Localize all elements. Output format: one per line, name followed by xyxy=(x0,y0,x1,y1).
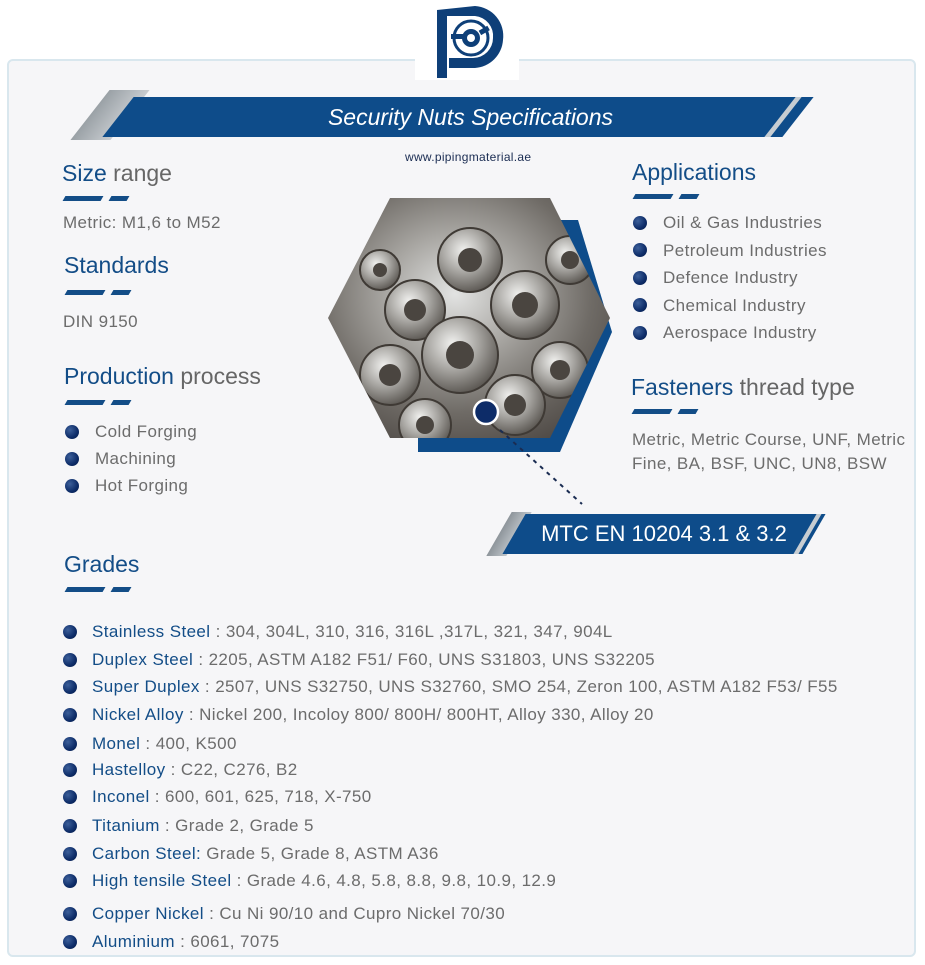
logo-icon xyxy=(415,0,519,80)
bullet-dot-icon xyxy=(633,271,647,285)
grade-item: High tensile Steel : Grade 4.6, 4.8, 5.8, 8.8, 9.8, 10.9, 12.9 xyxy=(63,869,556,893)
bullet-dot-icon xyxy=(65,479,79,493)
list-item: Aerospace Industry xyxy=(633,319,827,347)
bullet-dot-icon xyxy=(633,298,647,312)
list-item: Hot Forging xyxy=(65,472,197,499)
grade-item: Copper Nickel : Cu Ni 90/10 and Cupro Nickel 70/30 xyxy=(63,902,505,926)
standards-heading: Standards xyxy=(64,252,169,278)
list-item: Oil & Gas Industries xyxy=(633,209,827,237)
list-item: Machining xyxy=(65,445,197,472)
grade-item: Monel : 400, K500 xyxy=(63,732,237,756)
bullet-dot-icon xyxy=(633,216,647,230)
website-link[interactable]: www.pipingmaterial.ae xyxy=(405,150,532,164)
bullet-dot-icon xyxy=(63,847,77,861)
production-heading: Production process xyxy=(64,363,261,389)
bullet-dot-icon xyxy=(63,680,77,694)
bullet-dot-icon xyxy=(633,326,647,340)
bullet-dot-icon xyxy=(63,874,77,888)
grade-item: Aluminium : 6061, 7075 xyxy=(63,930,279,954)
connector-line xyxy=(480,410,590,510)
bullet-dot-icon xyxy=(63,819,77,833)
list-item: Defence Industry xyxy=(633,264,827,292)
production-list xyxy=(65,418,197,499)
grade-item: Super Duplex : 2507, UNS S32750, UNS S32760, SMO 254, Zeron 100, ASTM A182 F53/ F55 xyxy=(63,675,838,699)
list-item: Cold Forging xyxy=(65,418,197,445)
grade-item: Nickel Alloy : Nickel 200, Incoloy 800/ 800H/ 800HT, Alloy 330, Alloy 20 xyxy=(63,703,654,727)
grade-item: Hastelloy : C22, C276, B2 xyxy=(63,758,298,782)
grade-item: Carbon Steel: Grade 5, Grade 8, ASTM A36 xyxy=(63,842,439,866)
grade-item: Titanium : Grade 2, Grade 5 xyxy=(63,814,314,838)
bullet-dot-icon xyxy=(65,425,79,439)
bullet-dot-icon xyxy=(63,653,77,667)
grades-heading: Grades xyxy=(64,551,140,577)
bullet-dot-icon xyxy=(63,790,77,804)
grade-item: Inconel : 600, 601, 625, 718, X-750 xyxy=(63,785,372,809)
page-title: Security Nuts Specifications xyxy=(327,104,614,130)
grade-item: Duplex Steel : 2205, ASTM A182 F51/ F60, UNS S31803, UNS S32205 xyxy=(63,648,655,672)
bullet-dot-icon xyxy=(633,243,647,257)
standards-value: DIN 9150 xyxy=(63,312,139,331)
bullet-dot-icon xyxy=(63,935,77,949)
thread-type-heading: Fasteners thread type xyxy=(631,374,855,400)
bullet-dot-icon xyxy=(63,763,77,777)
size-range-heading: Size range xyxy=(62,160,172,186)
size-range-value: Metric: M1,6 to M52 xyxy=(63,213,221,232)
logo xyxy=(415,0,519,80)
applications-heading: Applications xyxy=(632,159,757,185)
bullet-dot-icon xyxy=(63,625,77,639)
bullet-dot-icon xyxy=(63,737,77,751)
mtc-label: MTC EN 10204 3.1 & 3.2 xyxy=(541,521,787,546)
bullet-dot-icon xyxy=(65,452,79,466)
grade-item: Stainless Steel : 304, 304L, 310, 316, 316L ,317L, 321, 347, 904L xyxy=(63,620,613,644)
thread-type-value: Metric, Metric Course, UNF, Metric Fine, BA, BSF, UNC, UN8, BSW xyxy=(632,430,906,473)
list-item: Petroleum Industries xyxy=(633,237,827,265)
bullet-dot-icon xyxy=(63,907,77,921)
bullet-dot-icon xyxy=(63,708,77,722)
list-item: Chemical Industry xyxy=(633,292,827,320)
applications-list xyxy=(633,209,827,347)
